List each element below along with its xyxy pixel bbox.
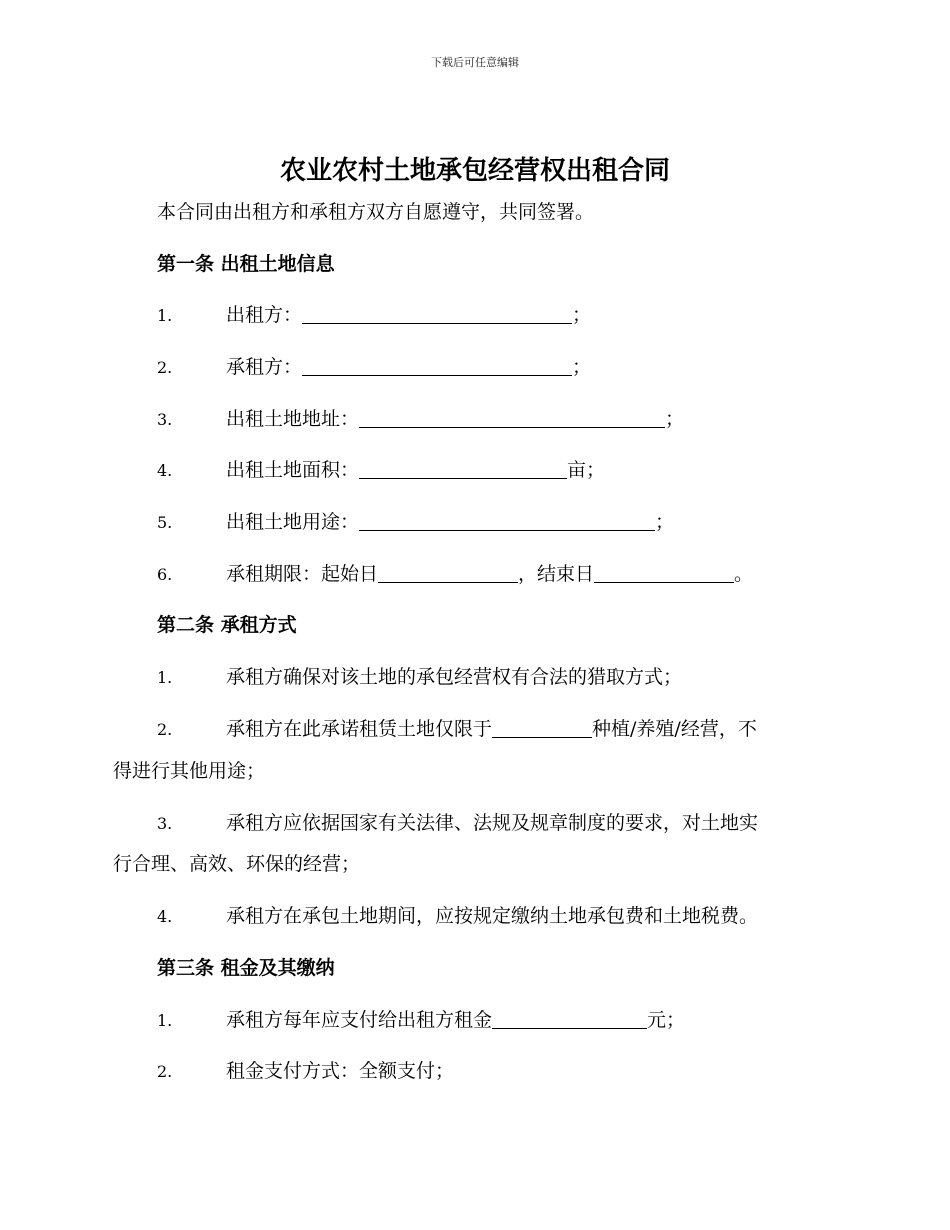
item-suffix: ； [655, 511, 675, 533]
list-item [157, 406, 684, 433]
item-number: 1. [157, 1011, 173, 1030]
land-address-blank-field[interactable] [359, 408, 665, 428]
item-number: 6. [157, 565, 173, 584]
item-number: 2. [157, 720, 173, 739]
list-item [157, 903, 758, 930]
land-use-blank-field[interactable] [359, 511, 655, 531]
item-number: 2. [157, 1062, 173, 1081]
list-item [157, 457, 605, 484]
item-suffix: 种植/养殖/经营，不 [592, 718, 757, 740]
list-item [157, 354, 591, 381]
list-item [157, 1058, 454, 1085]
list-item [157, 509, 674, 536]
item-number: 4. [157, 461, 173, 480]
item-mid: ，结束日 [518, 563, 595, 585]
item-label: 出租方： [226, 304, 303, 326]
item-text: 租金支付方式：全额支付； [226, 1060, 455, 1082]
section-heading: 第二条 承租方式 [157, 614, 297, 636]
intro-paragraph: 本合同由出租方和承租方双方自愿遵守，共同签署。 [157, 201, 595, 223]
item-suffix: 。 [734, 563, 754, 585]
item-label: 出租土地用途： [226, 511, 360, 533]
list-item [157, 302, 591, 329]
item-number: 3. [157, 814, 173, 833]
lessee-blank-field[interactable] [302, 356, 572, 376]
item-number: 3. [157, 410, 173, 429]
item-number: 2. [157, 358, 173, 377]
item-suffix: ； [572, 356, 592, 378]
header-note: 下载后可任意编辑 [431, 56, 519, 69]
item-label: 承租方： [226, 356, 303, 378]
item-suffix: ； [572, 304, 592, 326]
lease-scope-blank-field[interactable] [492, 718, 592, 738]
rent-amount-blank-field[interactable] [492, 1009, 647, 1029]
list-item [157, 561, 753, 588]
item-number: 1. [157, 306, 173, 325]
item-text: 承租方在承包土地期间，应按规定缴纳土地承包费和土地税费。 [226, 905, 759, 927]
item-suffix: 亩； [567, 459, 606, 481]
list-item [157, 1007, 685, 1034]
item-label: 承租方在此承诺租赁土地仅限于 [226, 718, 493, 740]
item-suffix: ； [665, 408, 685, 430]
item-number: 4. [157, 907, 173, 926]
section-heading: 第三条 租金及其缴纳 [157, 957, 335, 979]
list-item [157, 810, 758, 837]
item-suffix: 元； [647, 1009, 686, 1031]
item-text: 承租方应依据国家有关法律、法规及规章制度的要求，对土地实 [226, 812, 759, 834]
item-label: 承租期限：起始日 [226, 563, 379, 585]
item-label: 出租土地地址： [226, 408, 360, 430]
item-text: 承租方确保对该土地的承包经营权有合法的猎取方式； [226, 666, 683, 688]
item-number: 1. [157, 668, 173, 687]
end-date-blank-field[interactable] [594, 563, 734, 583]
list-item [157, 664, 682, 691]
land-area-blank-field[interactable] [359, 459, 567, 479]
section-heading: 第一条 出租土地信息 [157, 253, 335, 275]
item-continuation: 得进行其他用途； [113, 760, 266, 782]
list-item [157, 716, 757, 743]
item-label: 承租方每年应支付给出租方租金 [226, 1009, 493, 1031]
item-label: 出租土地面积： [226, 459, 360, 481]
start-date-blank-field[interactable] [378, 563, 518, 583]
lessor-blank-field[interactable] [302, 304, 572, 324]
item-number: 5. [157, 513, 173, 532]
item-continuation: 行合理、高效、环保的经营； [113, 853, 361, 875]
contract-title: 农业农村土地承包经营权出租合同 [279, 156, 670, 186]
